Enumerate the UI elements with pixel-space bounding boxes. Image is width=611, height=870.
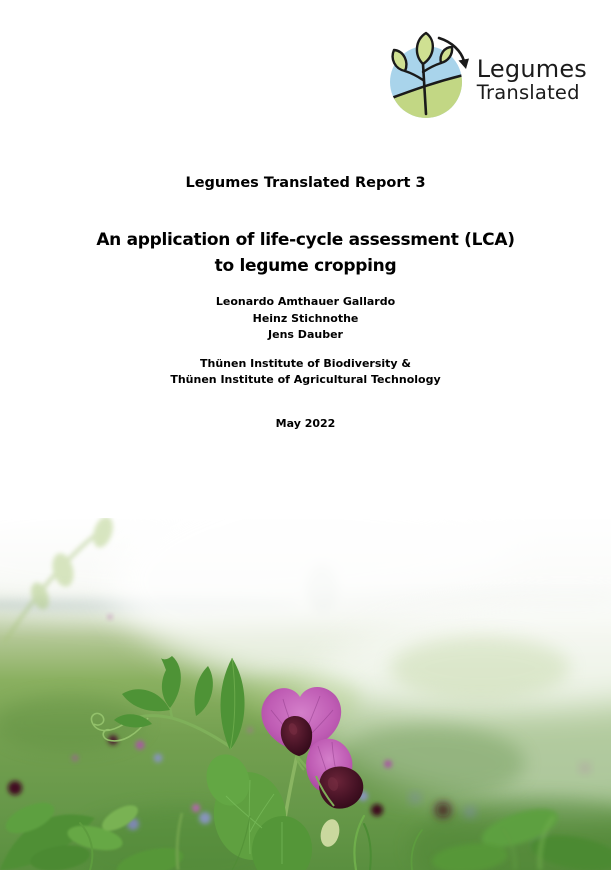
report-title [0, 227, 611, 279]
report-title-line1: An application of life-cycle assessment (LCA) [96, 230, 515, 250]
affiliation-line2: Thünen Institute of Agricultural Technology [170, 373, 441, 386]
report-title-line2: to legume cropping [214, 256, 397, 276]
logo-wordmark-line2: Translated [476, 80, 580, 104]
cover-photo [0, 518, 611, 870]
publication-date: May 2022 [275, 417, 336, 430]
cover-photo-art [0, 518, 611, 870]
author-name: Heinz Stichnothe [252, 311, 359, 325]
author-list [0, 294, 611, 344]
author-name: Jens Dauber [268, 328, 343, 341]
logo-wordmark-line1: Legumes [476, 54, 587, 83]
legumes-translated-logo-icon [382, 30, 470, 122]
affiliation [0, 356, 611, 388]
series-title: Legumes Translated Report 3 [185, 175, 426, 191]
logo-wordmark [477, 56, 587, 103]
author-name: Leonardo Amthauer Gallardo [215, 295, 396, 308]
affiliation-line1: Thünen Institute of Biodiversity & [199, 357, 411, 370]
legumes-translated-logo [382, 30, 587, 122]
